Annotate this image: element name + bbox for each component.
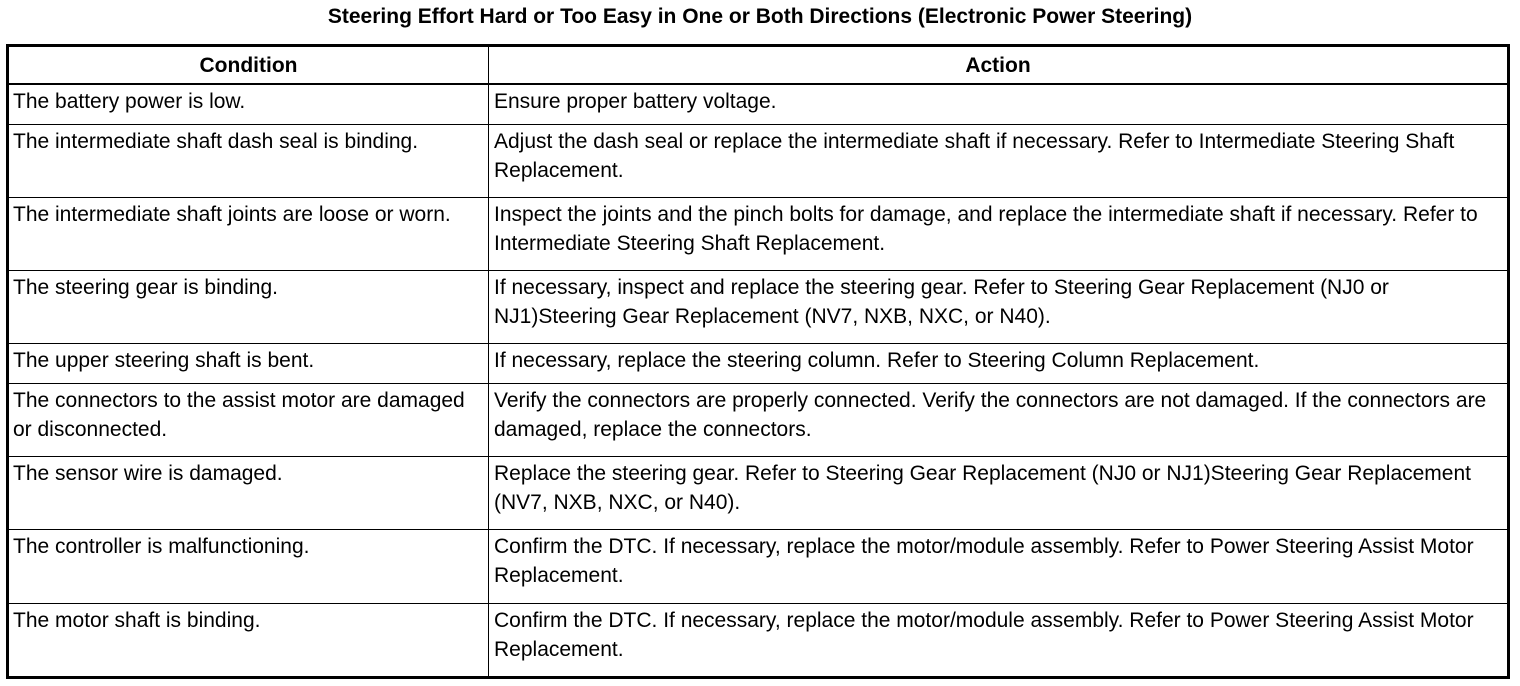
action-cell: If necessary, inspect and replace the steering gear. Refer to Steering Gear Replacement (NJ0 or NJ1)Steering Gear Replacement (NV7, NXB, NXC, or N40). [489,271,1509,344]
table-row [8,84,1509,124]
condition-cell: The connectors to the assist motor are damaged or disconnected. [8,383,489,456]
table-row [8,457,1509,530]
table-row [8,603,1509,677]
column-header-condition: Condition [8,46,489,85]
condition-cell: The steering gear is binding. [8,271,489,344]
table-header-row [8,46,1509,85]
action-cell: Adjust the dash seal or replace the intermediate shaft if necessary. Refer to Intermediate Steering Shaft Replacement. [489,124,1509,197]
action-cell: If necessary, replace the steering column. Refer to Steering Column Replacement. [489,344,1509,384]
table-row [8,124,1509,197]
condition-cell: The sensor wire is damaged. [8,457,489,530]
condition-cell: The battery power is low. [8,84,489,124]
column-header-action: Action [489,46,1509,85]
condition-cell: The controller is malfunctioning. [8,530,489,603]
table-row [8,344,1509,384]
action-cell: Ensure proper battery voltage. [489,84,1509,124]
action-cell: Replace the steering gear. Refer to Steering Gear Replacement (NJ0 or NJ1)Steering Gear Replacement (NV7, NXB, NXC, or N40). [489,457,1509,530]
table-row [8,530,1509,603]
action-cell: Confirm the DTC. If necessary, replace the motor/module assembly. Refer to Power Steering Assist Motor Replacement. [489,603,1509,677]
condition-cell: The upper steering shaft is bent. [8,344,489,384]
table-row [8,271,1509,344]
condition-cell: The intermediate shaft joints are loose or worn. [8,197,489,270]
table-row [8,197,1509,270]
table-row [8,383,1509,456]
condition-cell: The intermediate shaft dash seal is binding. [8,124,489,197]
action-cell: Confirm the DTC. If necessary, replace the motor/module assembly. Refer to Power Steering Assist Motor Replacement. [489,530,1509,603]
action-cell: Inspect the joints and the pinch bolts for damage, and replace the intermediate shaft if necessary. Refer to Intermediate Steering Shaft Replacement. [489,197,1509,270]
document-title: Steering Effort Hard or Too Easy in One or Both Directions (Electronic Power Steering) [327,5,1193,28]
diagnostic-table [6,44,1510,679]
action-cell: Verify the connectors are properly connected. Verify the connectors are not damaged. If the connectors are damaged, replace the connectors. [489,383,1509,456]
condition-cell: The motor shaft is binding. [8,603,489,677]
